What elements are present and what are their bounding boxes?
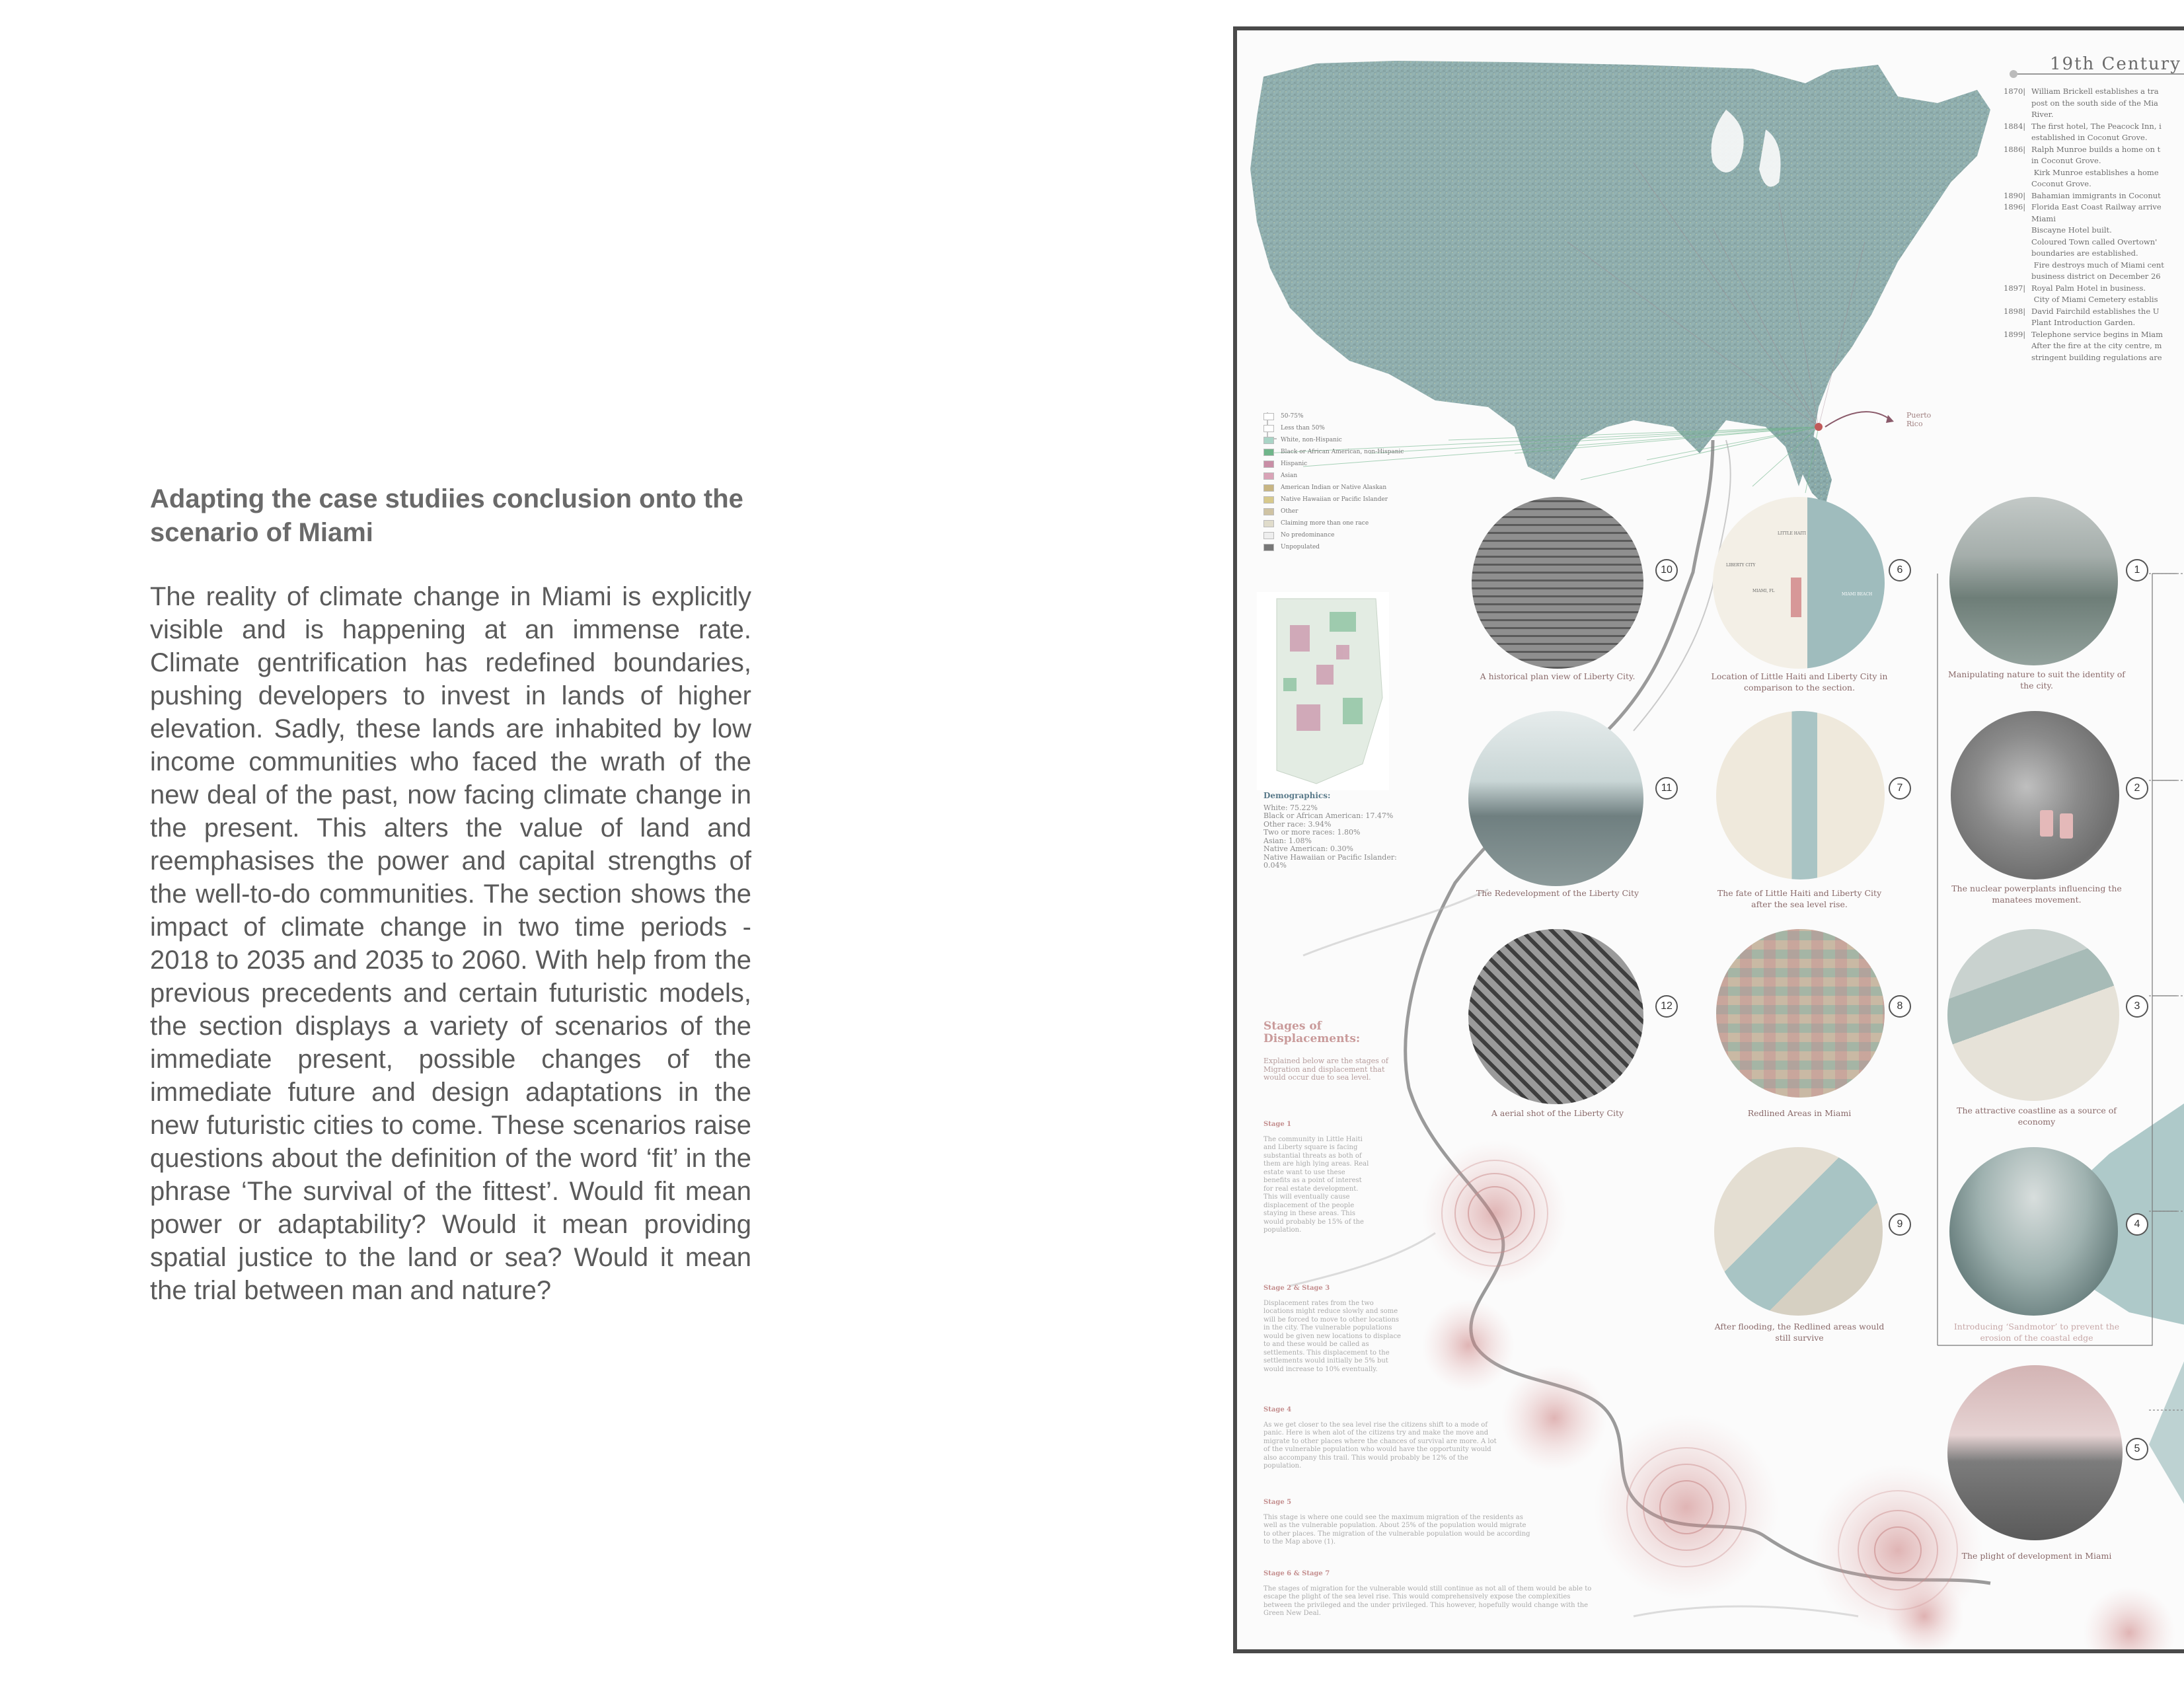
legend-swatch [1263, 496, 1274, 504]
legend-label: No predominance [1281, 532, 1335, 539]
circle-image-aerial-liberty-city [1468, 929, 1643, 1104]
circle-image-redevelopment [1468, 711, 1643, 886]
legend-swatch [1263, 461, 1274, 468]
number-badge-5: 5 [2126, 1438, 2148, 1460]
legend-swatch [1263, 437, 1274, 444]
legend [1263, 410, 1404, 553]
circle-image-after-flooding [1714, 1147, 1883, 1316]
miami-point [1815, 423, 1823, 431]
timeline-entry-year: 1886| [2004, 144, 2026, 154]
stage-2-3-text: Displacement rates from the two locations might reduce slowly and some will be forced to move to other locations in the city. The vulnerable populations would be given new locations to displace to and these would be called as settlements. This displacement to the settlements would initially be 5% but would increase to 10% eventually. [1263, 1299, 1401, 1373]
stages-title: Stages of Displacements: [1263, 1020, 1361, 1045]
demographics-line: Native Hawaiian or Pacific Islander: [1263, 852, 1397, 862]
circle-image-redlined-areas [1716, 929, 1885, 1098]
stage-4-title: Stage 4 [1263, 1406, 1292, 1413]
timeline-entry-year: 1884| [2004, 121, 2026, 131]
legend-item [1263, 434, 1404, 446]
map-label-little-haiti: LITTLE HAITI [1778, 531, 1807, 536]
demographics [1263, 792, 1422, 870]
legend-item [1263, 458, 1404, 470]
timeline-entry [2004, 317, 2184, 329]
legend-item [1263, 410, 1404, 422]
legend-item [1263, 470, 1404, 482]
demographics-line: 0.04% [1263, 861, 1287, 870]
timeline-entry [2004, 86, 2184, 98]
timeline-entry [2004, 352, 2184, 364]
map-label-miami-fl: MIAMI, FL [1752, 589, 1775, 593]
circle-image-sandmotor [1949, 1147, 2118, 1316]
caption-12: A aerial shot of the Liberty City [1491, 1108, 1624, 1118]
timeline-entry-text: Bahamian immigrants in Coconut [2031, 190, 2161, 200]
timeline-entries [2004, 86, 2184, 363]
number-badge-10: 10 [1655, 559, 1678, 581]
number-badge-9: 9 [1889, 1213, 1911, 1236]
timeline-entry-text: Fire destroys much of Miami cent [2031, 260, 2164, 270]
timeline-entry-year: 1897| [2004, 283, 2026, 293]
timeline-entry-text: Kirk Munroe establishes a home [2031, 167, 2159, 177]
number-badge-12: 12 [1655, 995, 1678, 1018]
legend-swatch [1263, 425, 1274, 432]
number-badge-3: 3 [2126, 995, 2148, 1018]
stage-6-7 [1263, 1570, 1594, 1618]
legend-item [1263, 446, 1404, 458]
timeline-entry-text: Biscayne Hotel built. [2031, 225, 2112, 235]
demographics-line: Other race: 3.94% [1263, 819, 1332, 829]
circle-image-manipulating-nature [1949, 497, 2118, 665]
timeline-entry-text: Royal Palm Hotel in business. [2031, 283, 2146, 293]
timeline-entry-text: David Fairchild establishes the U [2031, 306, 2160, 316]
timeline-entry [2004, 248, 2184, 260]
timeline-entry-text: Telephone service begins in Miam [2031, 329, 2164, 339]
caption-5: The plight of development in Miami [1961, 1551, 2112, 1561]
demographics-line: Two or more races: 1.80% [1263, 828, 1361, 837]
legend-label: Less than 50% [1281, 425, 1325, 431]
number-badge-8: 8 [1889, 995, 1911, 1018]
circle-image-liberty-city-plan [1472, 497, 1643, 669]
legend-swatch [1263, 508, 1274, 515]
timeline-entry-text: Miami [2031, 213, 2056, 223]
timeline-entry-text: boundaries are established. [2031, 248, 2138, 258]
timeline-entry [2004, 109, 2184, 121]
poster-panel [1233, 26, 2184, 1653]
timeline-entry [2004, 340, 2184, 352]
legend-label: American Indian or Native Alaskan [1281, 484, 1387, 491]
circle-image-coastline [1947, 929, 2119, 1101]
caption-3: The attractive coastline as a source of economy [1957, 1105, 2117, 1127]
timeline-entry-year: 1898| [2004, 306, 2026, 316]
timeline-entry-text: Coconut Grove. [2031, 179, 2091, 188]
timeline-entry-year: 1899| [2004, 329, 2026, 339]
caption-7: The fate of Little Haiti and Liberty City after the sea level rise. [1717, 888, 1882, 909]
caption-4: Introducing ‘Sandmotor’ to prevent the erosion of the coastal edge [1953, 1322, 2120, 1343]
legend-item [1263, 506, 1404, 517]
circle-image-plight-of-development [1947, 1365, 2123, 1540]
timeline-entry-text: After the fire at the city centre, m [2031, 341, 2162, 350]
legend-label: Claiming more than one race [1281, 520, 1369, 527]
timeline-entry-text: post on the south side of the Mia [2031, 98, 2158, 108]
legend-label: Asian [1281, 472, 1298, 479]
timeline-entry-text: established in Coconut Grove. [2031, 133, 2148, 142]
stage-1 [1263, 1121, 1369, 1235]
stage-5-text: This stage is where one could see the maximum migration of the residents as well as the vulnerable population. About 25% of the population would migrate to other places. The migration of the vulnerable population would be according to the Map above (1). [1263, 1513, 1530, 1546]
timeline-entry-text: River. [2031, 110, 2054, 119]
stage-5-title: Stage 5 [1263, 1499, 1292, 1506]
intro-text-column [150, 482, 751, 1307]
stage-6-7-text: The stages of migration for the vulnerable would still continue as not all of them would be able to escape the plight of the sea level rise. This would comprehensively expose the complexities between the privileged and the under privileged. This however, hopefully would change with the Green New Deal. [1263, 1585, 1592, 1617]
timeline-entry [2004, 202, 2184, 213]
legend-swatch [1263, 449, 1274, 456]
number-badge-1: 1 [2126, 559, 2148, 581]
timeline-entry [2004, 237, 2184, 248]
legend-item [1263, 517, 1404, 529]
demographics-line: Asian: 1.08% [1263, 836, 1312, 845]
timeline-entry-year: 1890| [2004, 190, 2026, 200]
number-badge-6: 6 [1889, 559, 1911, 581]
circle-image-nuclear-powerplants [1951, 711, 2119, 880]
caption-6: Location of Little Haiti and Liberty City in comparison to the section. [1711, 671, 1888, 693]
number-badge-7: 7 [1889, 777, 1911, 800]
timeline-entry [2004, 190, 2184, 202]
caption-11: The Redevelopment of the Liberty City [1476, 888, 1639, 898]
stage-4-text: As we get closer to the sea level rise the citizens shift to a mode of panic. Here is when alot of the citizens try and make the move and migrate to other places where the chances of survival are more. A lot of the vulnerable population who would have the opportunity would also accompany this trail. This would probably be 12% of the population. [1263, 1421, 1497, 1470]
timeline-entry-text: The first hotel, The Peacock Inn, i [2031, 121, 2162, 131]
legend-swatch [1263, 413, 1274, 420]
legend-swatch [1263, 544, 1274, 551]
timeline-entry-text: Coloured Town called Overtown' [2031, 237, 2158, 246]
number-badge-11: 11 [1655, 777, 1678, 800]
legend-item [1263, 541, 1404, 553]
caption-8: Redlined Areas in Miami [1747, 1108, 1852, 1118]
legend-item [1263, 422, 1404, 434]
stage-5 [1263, 1499, 1534, 1547]
legend-label: Other [1281, 508, 1299, 515]
timeline-entry-year: 1896| [2004, 202, 2026, 211]
timeline-entry-text: Florida East Coast Railway arrive [2031, 202, 2162, 211]
puerto-rico-label: Puerto Rico [1906, 411, 1932, 428]
legend-label: White, non-Hispanic [1281, 437, 1342, 443]
legend-item [1263, 529, 1404, 541]
demographics-line: White: 75.22% [1263, 803, 1318, 812]
demographics-line: Black or African American: 17.47% [1263, 811, 1394, 820]
timeline-entry [2004, 167, 2184, 179]
stage-2-3-title: Stage 2 & Stage 3 [1263, 1285, 1330, 1292]
demographics-title: Demographics: [1263, 791, 1331, 800]
caption-9: After flooding, the Redlined areas would still survive [1714, 1322, 1885, 1343]
timeline-entry-year: 1870| [2004, 87, 2026, 96]
number-badge-2: 2 [2126, 777, 2148, 800]
caption-1: Manipulating nature to suit the identity of the city. [1948, 669, 2125, 691]
circle-image-little-haiti-location [1713, 497, 1885, 669]
legend-swatch [1263, 532, 1274, 539]
legend-item [1263, 494, 1404, 506]
map-label-miami-beach: MIAMI BEACH [1842, 592, 1873, 597]
timeline-entry-text: City of Miami Cemetery establis [2031, 295, 2158, 304]
timeline-title: 19th Century [2050, 54, 2181, 74]
timeline-entry [2004, 213, 2184, 225]
timeline-entry [2004, 283, 2184, 295]
stage-1-title: Stage 1 [1263, 1121, 1292, 1128]
timeline-entry [2004, 329, 2184, 341]
legend-label: Unpopulated [1281, 544, 1320, 550]
timeline-entry-text: business district on December 26 [2031, 272, 2161, 281]
timeline-entry [2004, 144, 2184, 156]
timeline-entry [2004, 121, 2184, 133]
map-label-liberty-city: LIBERTY CITY [1726, 563, 1756, 568]
legend-swatch [1263, 472, 1274, 480]
stages-of-displacements [1263, 1020, 1402, 1082]
legend-swatch [1263, 484, 1274, 492]
demographics-line: Native American: 0.30% [1263, 844, 1353, 853]
legend-label: Native Hawaiian or Pacific Islander [1281, 496, 1388, 503]
timeline-entry [2004, 294, 2184, 306]
timeline-entry [2004, 178, 2184, 190]
legend-swatch [1263, 520, 1274, 527]
timeline-entry [2004, 132, 2184, 144]
timeline-entry [2004, 271, 2184, 283]
stage-4 [1263, 1406, 1501, 1471]
timeline-entry-text: William Brickell establishes a tra [2031, 87, 2159, 96]
timeline-entry-text: in Coconut Grove. [2031, 156, 2101, 165]
timeline-entry [2004, 155, 2184, 167]
stages-intro: Explained below are the stages of Migration and displacement that would occur due to sea level. [1263, 1057, 1388, 1082]
legend-label: Hispanic [1281, 461, 1308, 467]
stage-6-7-title: Stage 6 & Stage 7 [1263, 1570, 1330, 1577]
timeline-entry-text: Plant Introduction Garden. [2031, 318, 2136, 327]
legend-item [1263, 482, 1404, 494]
timeline-entry [2004, 225, 2184, 237]
number-badge-4: 4 [2126, 1213, 2148, 1236]
intro-body: The reality of climate change in Miami is explicitly visible and is happening at an immense rate. Climate gentrification has redefined boundaries, pushing developers to invest in lands of higher elevation. Sadly, these lands are inhabited by low income communities who faced the wrath of the new deal of the past, now facing climate change in the present. This alters the value of land and reemphasises the power and capital strengths of the well-to-do communities. The section shows the impact of climate change in two time periods - 2018 to 2035 and 2035 to 2060. With help from the previous precedents and certain futuristic models, the section displays a variety of scenarios of the immediate present, possible changes of the immediate future and design adaptations in the new futuristic cities to come. These scenarios raise questions about the definition of the word ‘fit’ in the phrase ‘The survival of the fittest’. Would fit mean power or adaptability? Would it mean providing spatial justice to the land or sea? Would it mean the trial between man and nature? [150, 582, 751, 1305]
legend-label: 50-75% [1281, 413, 1304, 420]
intro-heading: Adapting the case studiies conclusion onto the scenario of Miami [150, 484, 743, 547]
timeline-entry [2004, 260, 2184, 272]
caption-10: A historical plan view of Liberty City. [1480, 671, 1636, 681]
timeline-entry-text: Ralph Munroe builds a home on t [2031, 144, 2161, 154]
caption-2: The nuclear powerplants influencing the manatees movement. [1951, 883, 2122, 905]
stage-2-3 [1263, 1285, 1402, 1374]
timeline-entry [2004, 98, 2184, 110]
legend-label: Black or African American, non-Hispanic [1281, 449, 1404, 455]
timeline-entry [2004, 306, 2184, 318]
timeline-entry-text: stringent building regulations are [2031, 352, 2162, 362]
circle-image-fate-after-sea-rise [1716, 711, 1885, 880]
stage-1-text: The community in Little Haiti and Liberty square is facing substantial threats as both of them are high lying areas. Real estate want to use these benefits as a point of interest for real estate development. This will eventually cause displacement of the people staying in these areas. This would probably be 15% of the population. [1263, 1135, 1369, 1234]
